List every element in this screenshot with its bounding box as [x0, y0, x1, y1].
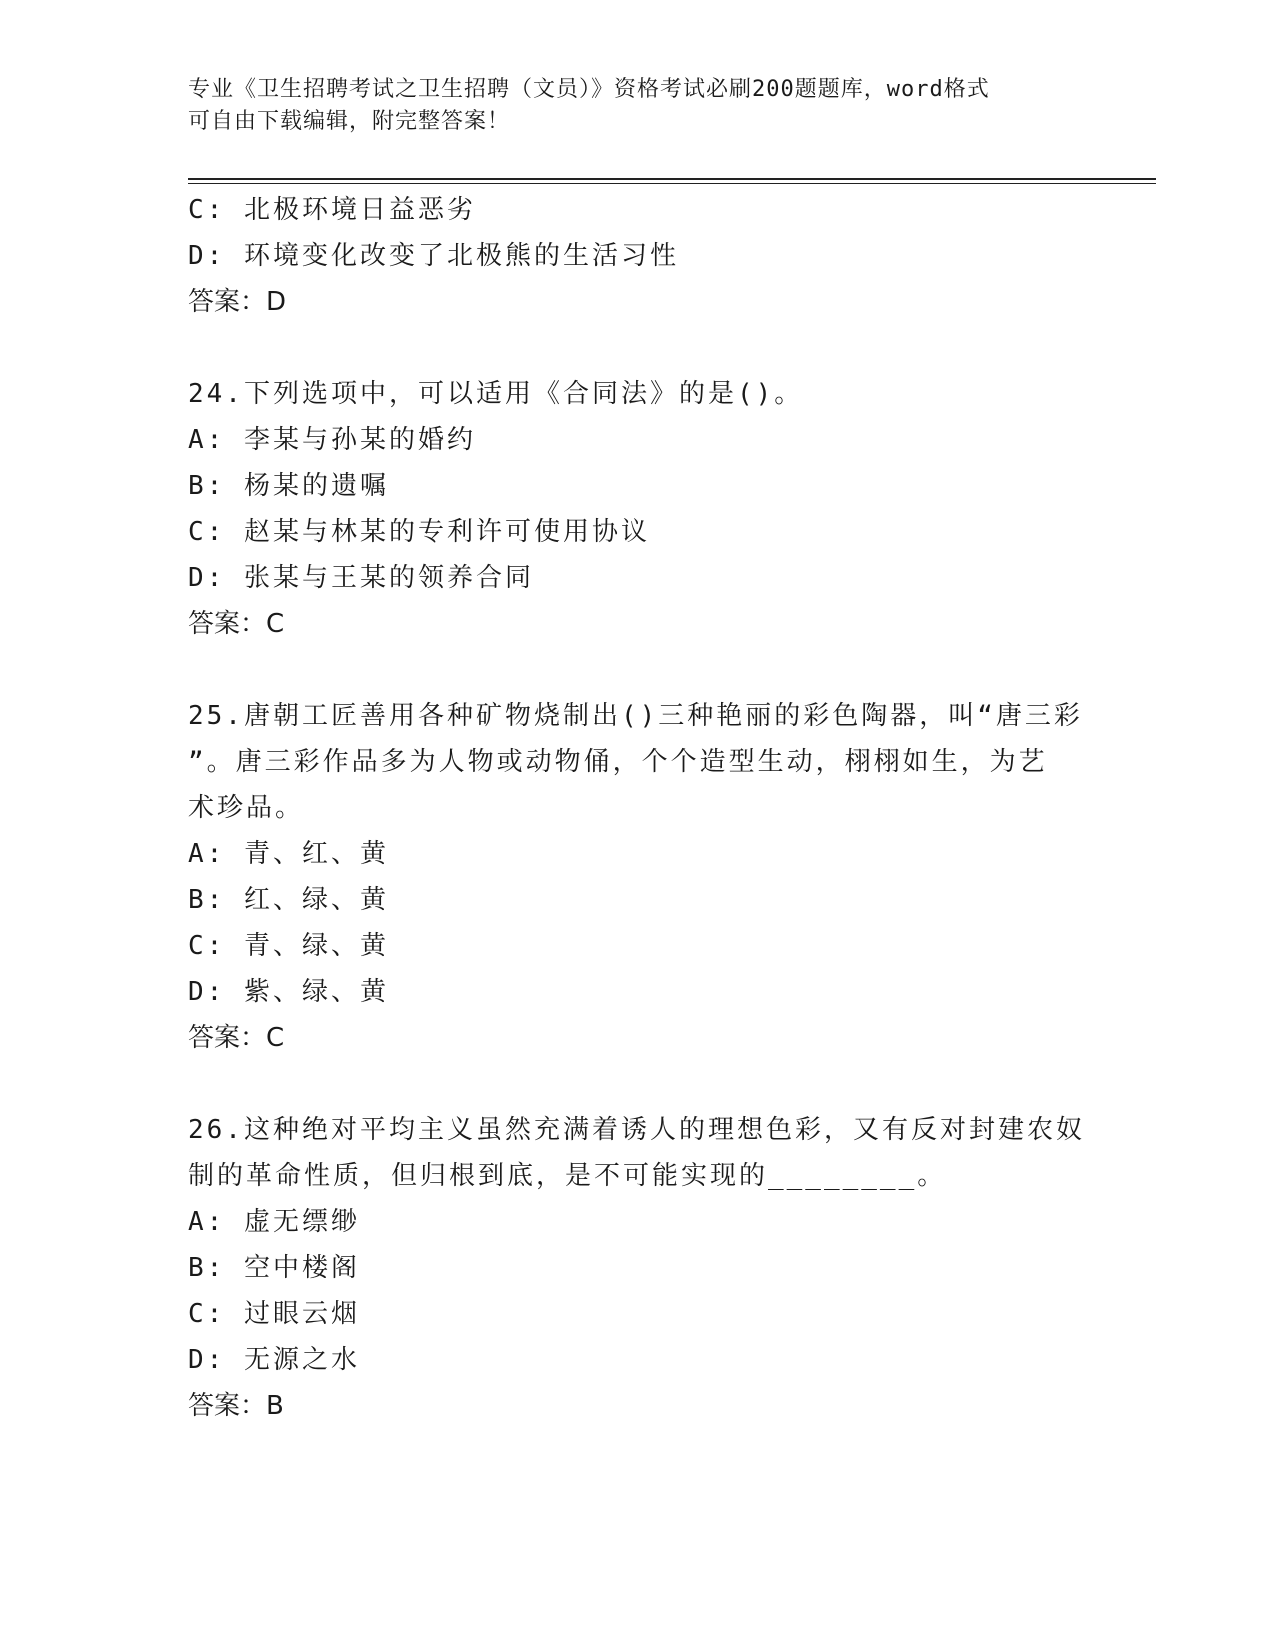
- q23-option-d: D: 环境变化改变了北极熊的生活习性: [188, 241, 679, 271]
- q23-option-c: C: 北极环境日益恶劣: [188, 195, 476, 225]
- q26-stem-line1: 26.这种绝对平均主义虽然充满着诱人的理想色彩，又有反对封建农奴: [188, 1115, 1085, 1145]
- q25-stem-line3: 术珍品。: [188, 793, 305, 823]
- q24-option-a: A: 李某与孙某的婚约: [188, 425, 476, 455]
- q25-option-d: D: 紫、绿、黄: [188, 977, 389, 1007]
- question-23: [188, 187, 1088, 325]
- question-25: [188, 693, 1088, 1061]
- q24-option-c: C: 赵某与林某的专利许可使用协议: [188, 517, 650, 547]
- q26-option-c: C: 过眼云烟: [188, 1299, 360, 1329]
- q25-option-a: A: 青、红、黄: [188, 839, 389, 869]
- spacer: [188, 647, 1088, 693]
- document-header: [188, 74, 1068, 138]
- header-rule-thick: [188, 178, 1156, 180]
- q24-option-b: B: 杨某的遗嘱: [188, 471, 389, 501]
- q24-answer: 答案：C: [188, 609, 285, 639]
- q26-stem-line2: 制的革命性质，但归根到底，是不可能实现的________。: [188, 1161, 947, 1191]
- q24-stem: 24.下列选项中，可以适用《合同法》的是()。: [188, 379, 804, 409]
- q26-option-d: D: 无源之水: [188, 1345, 360, 1375]
- q25-option-b: B: 红、绿、黄: [188, 885, 389, 915]
- q26-answer: 答案：B: [188, 1391, 284, 1421]
- q25-answer: 答案：C: [188, 1023, 285, 1053]
- header-rule-thin: [188, 183, 1156, 184]
- q25-stem-line2: ”。唐三彩作品多为人物或动物俑，个个造型生动，栩栩如生，为艺: [188, 747, 1048, 777]
- q25-option-c: C: 青、绿、黄: [188, 931, 389, 961]
- question-list: [188, 187, 1088, 1429]
- header-title-line2: 可自由下载编辑，附完整答案！: [188, 109, 511, 134]
- q26-option-a: A: 虚无缥缈: [188, 1207, 360, 1237]
- q25-stem-line1: 25.唐朝工匠善用各种矿物烧制出()三种艳丽的彩色陶器，叫“唐三彩: [188, 701, 1083, 731]
- question-24: [188, 371, 1088, 647]
- q24-option-d: D: 张某与王某的领养合同: [188, 563, 534, 593]
- q26-option-b: B: 空中楼阁: [188, 1253, 360, 1283]
- q23-answer: 答案：D: [188, 287, 287, 317]
- question-26: [188, 1107, 1088, 1429]
- spacer: [188, 1061, 1088, 1107]
- header-title-line1: 专业《卫生招聘考试之卫生招聘（文员）》资格考试必刷200题题库，word格式: [188, 77, 990, 102]
- spacer: [188, 325, 1088, 371]
